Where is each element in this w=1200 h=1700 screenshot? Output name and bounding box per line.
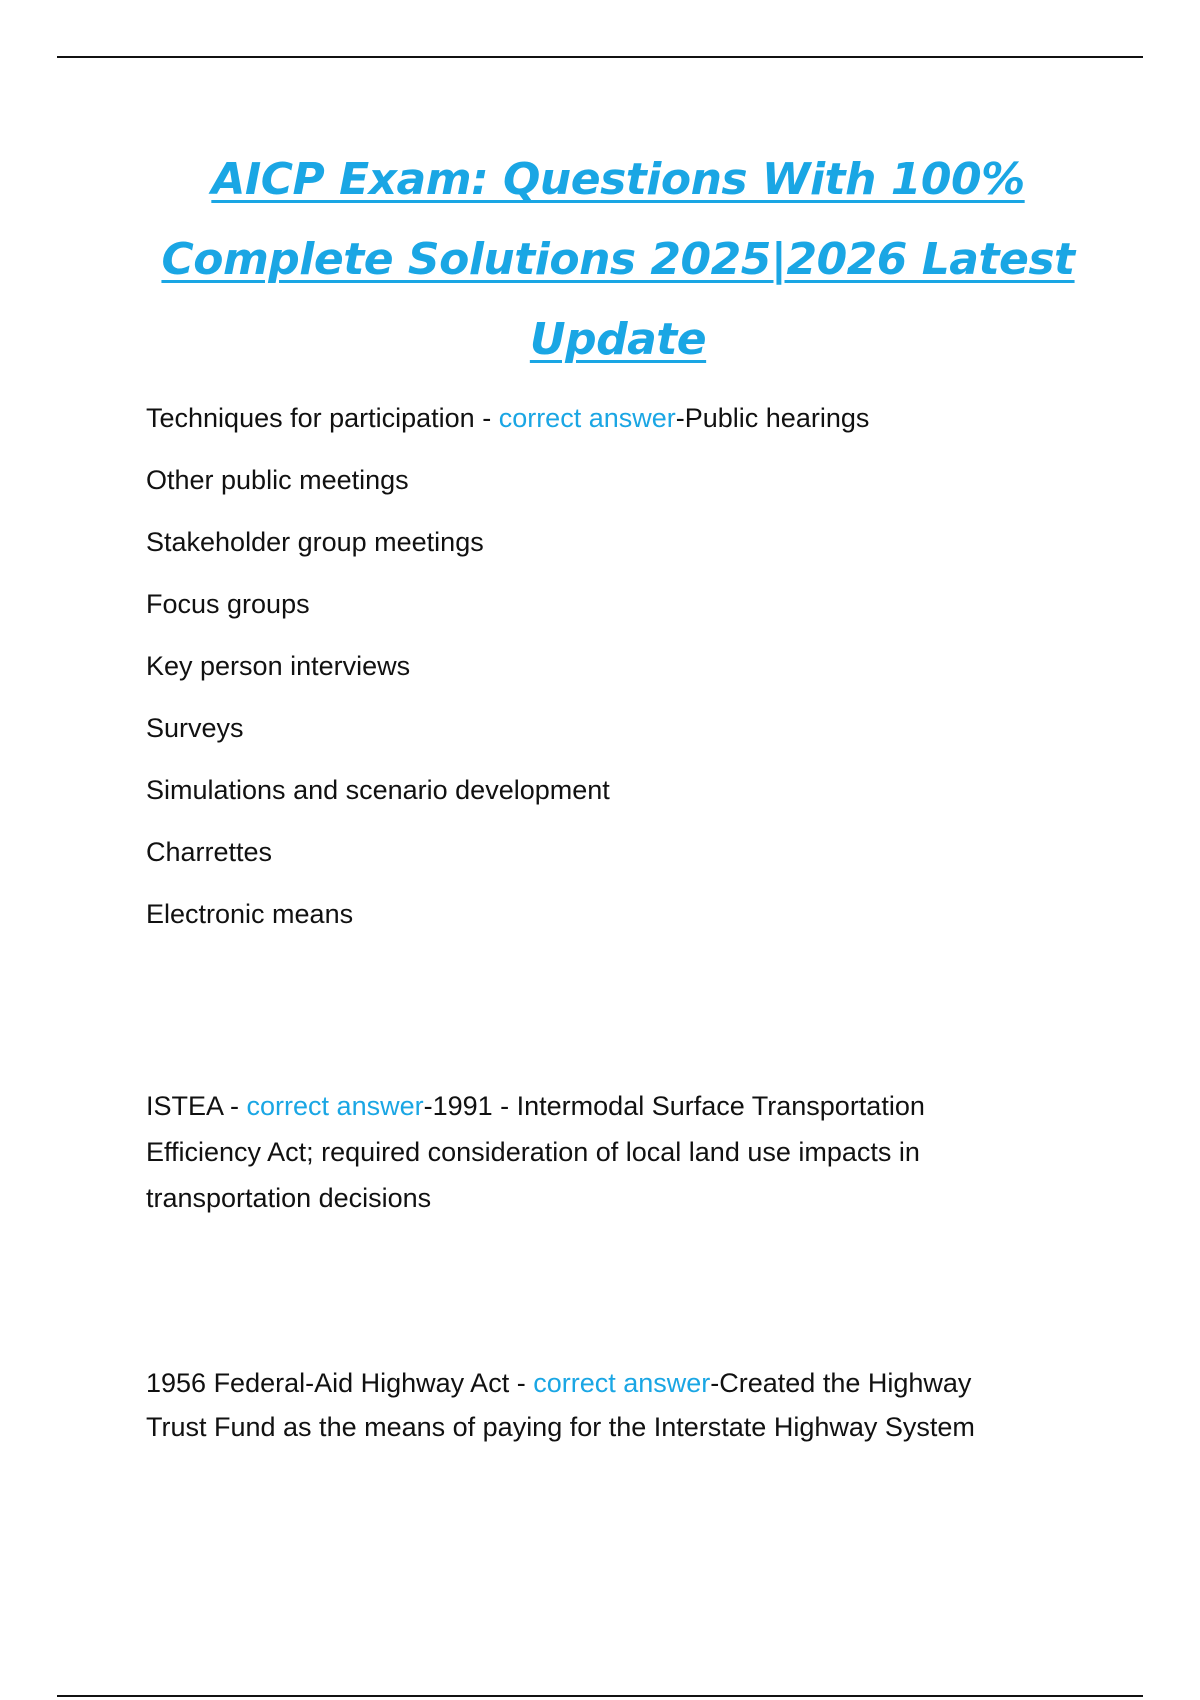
- qa1-answer-marker: correct answer: [498, 403, 676, 433]
- qa2-answer-marker: correct answer: [246, 1091, 424, 1121]
- list-item: Stakeholder group meetings: [146, 527, 484, 557]
- title-line-3: Update: [529, 314, 707, 365]
- title-line-1: AICP Exam: Questions With 100%: [211, 154, 1025, 205]
- qa1-first-line: [146, 403, 869, 434]
- qa3-question: 1956 Federal-Aid Highway Act -: [146, 1368, 534, 1398]
- qa2-question: ISTEA -: [146, 1091, 247, 1121]
- footer-rule: [57, 1695, 1143, 1697]
- qa3-answer-line-1: -Created the Highway: [710, 1368, 972, 1398]
- header-rule: [57, 56, 1143, 58]
- qa-section-highway-act: [146, 1361, 1066, 1449]
- qa1-question: Techniques for participation -: [146, 403, 499, 433]
- list-item: Focus groups: [146, 589, 310, 619]
- list-item: Electronic means: [146, 899, 354, 929]
- qa1-answer-first: -Public hearings: [675, 403, 870, 433]
- list-item: Charrettes: [146, 837, 273, 867]
- list-item: Surveys: [146, 713, 244, 743]
- qa3-answer-marker: correct answer: [533, 1368, 711, 1398]
- qa2-answer-line-2: Efficiency Act; required consideration of local land use impacts in: [146, 1137, 920, 1167]
- qa-section-istea: [146, 1083, 1066, 1221]
- qa3-answer-line-2: Trust Fund as the means of paying for the Interstate Highway System: [146, 1412, 975, 1442]
- qa2-answer-line-1: -1991 - Intermodal Surface Transportation: [423, 1091, 925, 1121]
- qa2-line-1: [146, 1083, 1066, 1129]
- list-item: Simulations and scenario development: [146, 775, 610, 805]
- title-line-2: Complete Solutions 2025|2026 Latest: [161, 234, 1075, 285]
- list-item: Other public meetings: [146, 465, 409, 495]
- qa3-line-1: [146, 1361, 1066, 1405]
- qa2-answer-line-3: transportation decisions: [146, 1183, 432, 1213]
- list-item: Key person interviews: [146, 651, 411, 681]
- document-title: [100, 140, 1136, 380]
